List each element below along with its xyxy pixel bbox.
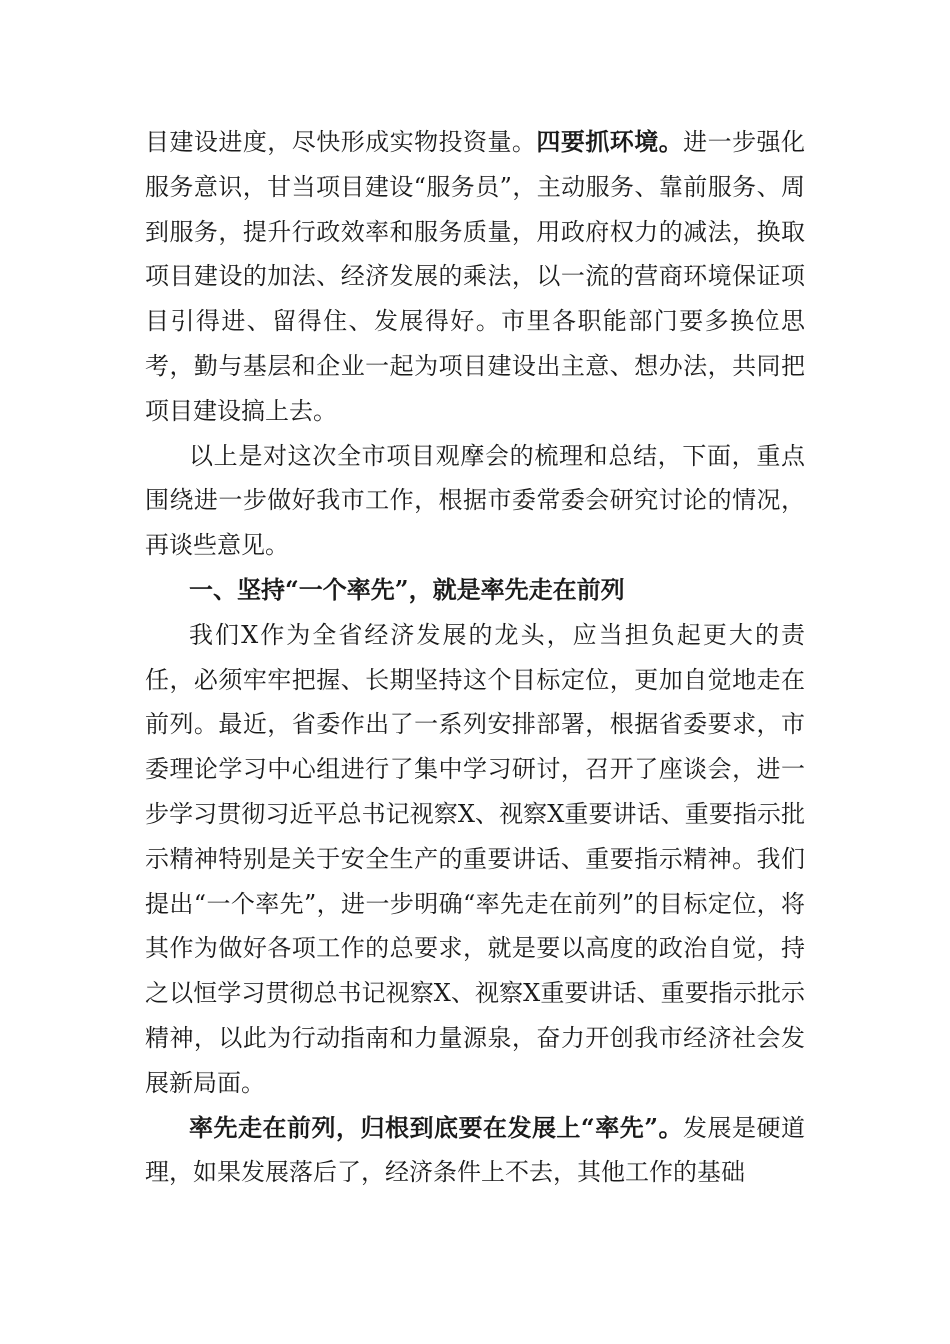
bold-lead-phrase: 率先走在前列，归根到底要在发展上“率先”。 [189,1112,684,1142]
paragraph-text: 进一步强化服务意识，甘当项目建设“服务员”，主动服务、靠前服务、周到服务，提升行政效率和服务质量，用政府权力的减法，换取项目建设的加法、经济发展的乘法，以一流的营商环境保证项目引得进、留得住、发展得好。市里各职能部门要多换位思考，勤与基层和企业一起为项目建设出主意、想办法，共同把项目建设搞上去。 [145,128,806,425]
paragraph-text: 发展是硬道理，如果发展落后了，经济条件上不去，其他工作的基础 [145,1113,806,1187]
paragraph-body: 我们X作为全省经济发展的龙头，应当担负起更大的责任，必须牢牢把握、长期坚持这个目标定位，更加自觉地走在前列。最近，省委作出了一系列安排部署，根据省委要求，市委理论学习中心组进行了集中学习研讨，召开了座谈会，进一步学习贯彻习近平总书记视察X、视察X重要讲话、重要指示批示精神特别是关于安全生产的重要讲话、重要指示精神。我们提出“一个率先”，进一步明确“率先走在前列”的目标定位，将其作为做好各项工作的总要求，就是要以高度的政治自觉，持之以恒学习贯彻总书记视察X、视察X重要讲话、重要指示批示精神，以此为行动指南和力量源泉，奋力开创我市经济社会发展新局面。 [145,620,805,1097]
bold-lead-phrase: 四要抓环境。 [536,127,684,156]
paragraph-body [145,1106,805,1196]
section-heading: 一、坚持“一个率先”，就是率先走在前列 [189,574,625,604]
paragraph-text: 目建设进度，尽快形成实物投资量。 [145,128,537,156]
paragraph-summary: 以上是对这次全市项目观摩会的梳理和总结，下面，重点围绕进一步做好我市工作，根据市委常委会研究讨论的情况，再谈些意见。 [145,441,805,560]
paragraph-continuation [145,120,805,434]
document-body [145,120,805,1195]
